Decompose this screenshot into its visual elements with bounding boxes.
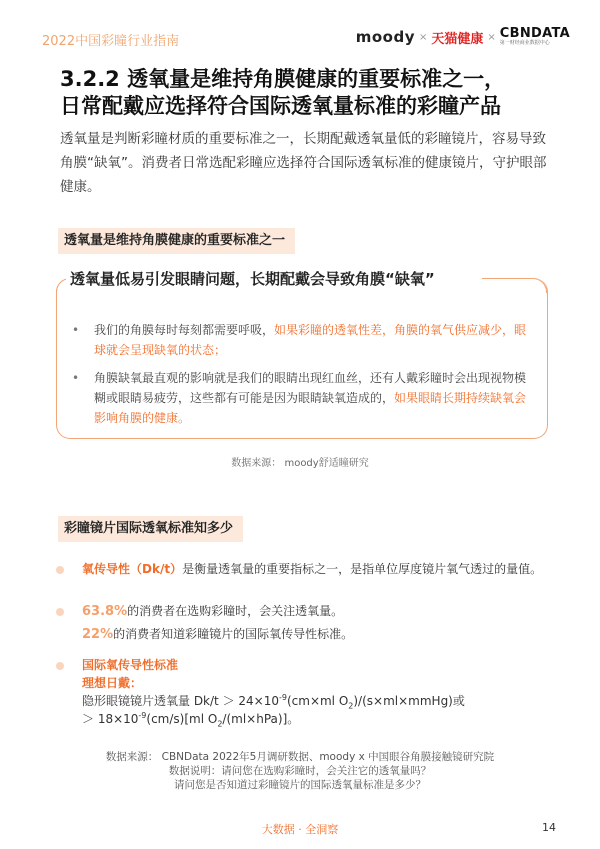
list-item [56,560,556,578]
page-heading-line1: 3.2.2 透氧量是维持角膜健康的重要标准之一， [60,67,506,91]
formula-part: (cm×ml O [286,694,349,708]
info-box-title: 透氧量低易引发眼睛问题，长期配戴会导致角膜“缺氧” [66,268,439,289]
survey-source-line: 数据说明：请问您在选购彩瞳时，会关注它的透氧量吗？ [168,765,432,777]
list-item [56,656,556,728]
cbndata-logo-text: CBNDATA [499,26,570,41]
bullet-text: 我们的角膜每时每刻都需要呼吸， [94,323,275,337]
cbndata-logo [500,27,570,47]
list-item [56,602,556,644]
stat-text: 的消费者知道彩瞳镜片的国际氧传导性标准。 [113,627,354,641]
bullet-icon: • [72,371,80,385]
data-source-note: 数据来源： moody舒适瞳研究 [231,458,369,469]
bullet-highlight: 如果彩瞳的透氧性差，角膜的氧气供应减少，眼球就会呈现缺氧的状态； [94,323,527,357]
list-item [72,320,532,360]
section1-label: 透氧量是维持角膜健康的重要标准之一 [58,228,295,254]
formula-line2 [82,710,556,728]
stat-text: 的消费者在选购彩瞳时，会关注透氧量。 [127,604,344,618]
dkt-definition: 是衡量透氧量的重要指标之一，是指单位厚度镜片氧气透过的量值。 [182,562,543,576]
formula-subscript: 2 [348,701,354,711]
survey-source-note [0,750,600,792]
cbndata-logo-subtext: 第一财经商业数据中心 [499,40,550,46]
formula-subscript: 2 [217,719,223,729]
bullet-icon: • [72,323,80,337]
formula-part: /(ml×hPa)]。 [222,712,300,726]
dkt-term: 氧传导性（Dk/t） [82,562,183,576]
footer-slogan: 大数据 · 全洞察 [261,823,339,836]
dot-icon [56,662,64,670]
tmall-health-logo: 天猫健康 [431,31,484,47]
formula-part: ＞ 18×10 [82,712,139,726]
dot-icon [56,566,64,574]
logo-separator: × [419,31,428,43]
page-heading-line2: 日常配戴应选择符合国际透氧量标准的彩瞳产品 [60,94,501,118]
formula-part: 隐形眼镜镜片透氧量 Dk/t ＞ 24×10 [82,694,279,708]
standard-title: 国际氧传导性标准 [82,658,179,672]
stat-percent: 22% [82,627,114,642]
formula-line1 [82,692,556,710]
page-number: 14 [542,821,556,834]
dot-icon [56,608,64,616]
list-item [72,368,532,428]
moody-logo: moody [355,28,415,46]
page-heading [60,66,560,120]
section2-label: 彩瞳镜片国际透氧标准知多少 [58,516,243,542]
standard-subtitle: 理想日戴： [82,676,143,690]
intro-paragraph: 透氧量是判断彩瞳材质的重要标准之一，长期配戴透氧量低的彩瞳镜片，容易导致角膜“缺氧”。消费者日常选配彩瞳应选择符合国际透氧标准的健康镜片，守护眼部健康。 [60,131,547,195]
formula-exponent: -9 [138,711,147,720]
formula-exponent: -9 [278,693,287,702]
info-box-corner-right [482,278,547,293]
formula-part: (cm/s)[ml O [146,712,218,726]
survey-source-line: 数据来源： CBNData 2022年5月调研数据、moody x 中国眼谷角膜接触镜研究院 [105,751,495,763]
bullet-list [72,320,532,436]
logo-separator: × [487,31,496,43]
stat-percent: 63.8% [82,604,128,619]
bullet-text: 角膜缺氧最直观的影响就是我们的眼睛出现红血丝，还有人戴彩瞳时会出现视物模糊或眼睛易疲劳，这些都有可能是因为眼睛缺氧造成的， [94,371,527,405]
survey-source-line: 请问您是否知道过彩瞳镜片的国际透氧量标准是多少？ [174,779,426,791]
bullet-highlight: 如果眼睛长期持续缺氧会影响角膜的健康。 [94,391,527,425]
formula-part: )/(s×ml×mmHg)或 [353,694,465,708]
report-title: 2022中国彩瞳行业指南 [42,34,180,49]
partner-logos [356,22,570,52]
